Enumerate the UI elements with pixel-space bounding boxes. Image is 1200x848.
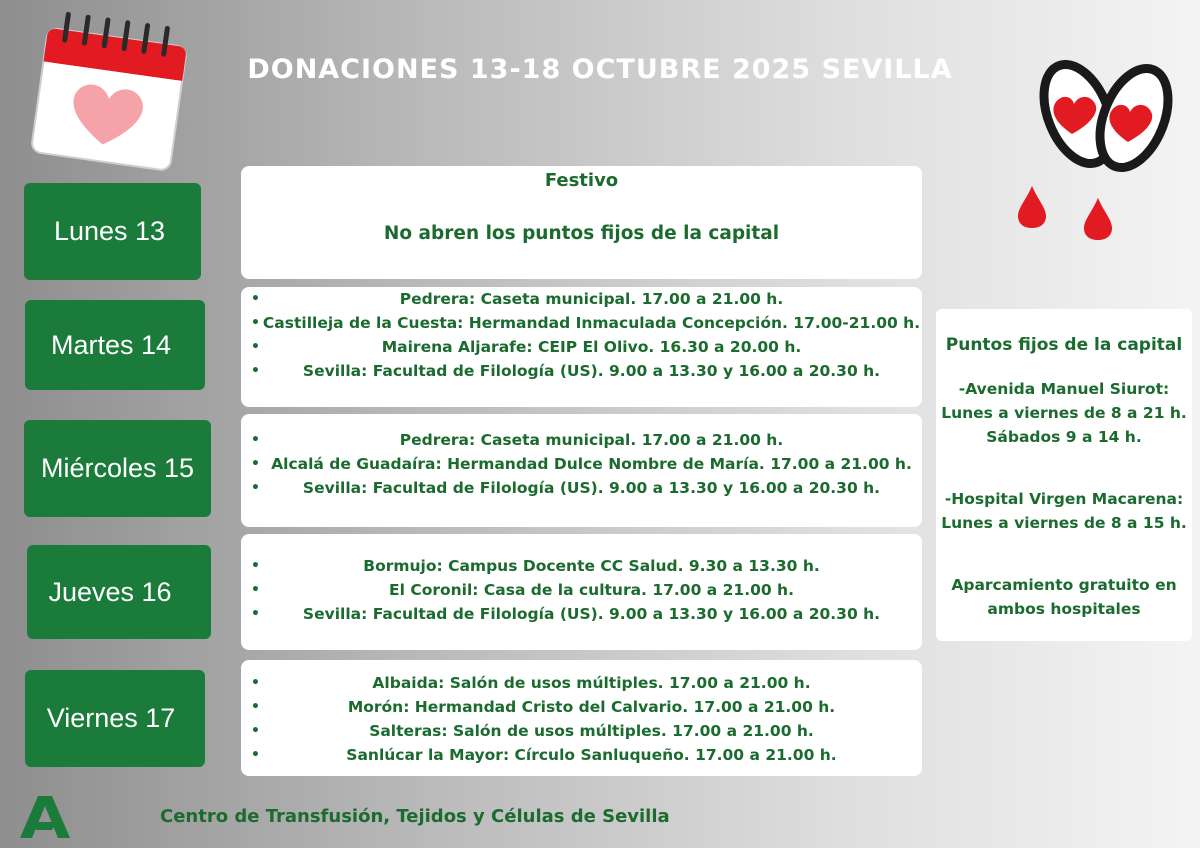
list-item: • Pedrera: Caseta municipal. 17.00 a 21.00 h.	[241, 428, 922, 452]
bullet-icon: •	[251, 455, 260, 472]
bullet-icon: •	[251, 479, 260, 496]
friday-list	[241, 671, 922, 767]
macarena-info: -Hospital Virgen Macarena: Lunes a viernes de 8 a 15 h.	[941, 490, 1187, 532]
fixed-points-heading: Puntos fijos de la capital	[945, 335, 1183, 355]
list-item: • Sevilla: Facultad de Filología (US). 9.00 a 13.30 y 16.00 a 20.30 h.	[241, 359, 922, 383]
list-item: • Salteras: Salón de usos múltiples. 17.00 a 21.00 h.	[241, 719, 922, 743]
bullet-icon: •	[251, 582, 260, 598]
day-label-monday: Lunes 13	[24, 183, 201, 280]
day-label-friday: Viernes 17	[25, 670, 205, 767]
bullet-icon: •	[251, 747, 260, 763]
list-item: • Sanlúcar la Mayor: Círculo Sanluqueño. 17.00 a 21.00 h.	[241, 743, 922, 767]
tuesday-list	[241, 287, 922, 383]
junta-andalucia-logo	[18, 792, 72, 840]
parking-info: Aparcamiento gratuito en ambos hospitales	[951, 576, 1177, 618]
wednesday-card	[241, 414, 922, 527]
day-label-thursday: Jueves 16	[27, 545, 211, 639]
holiday-heading: Festivo	[544, 170, 619, 191]
list-item: • Castilleja de la Cuesta: Hermandad Inmaculada Concepción. 17.00-21.00 h.	[241, 311, 922, 335]
bullet-icon: •	[251, 699, 260, 715]
monday-card	[241, 166, 922, 279]
list-item: • Albaida: Salón de usos múltiples. 17.00 a 21.00 h.	[241, 671, 922, 695]
footer-center-name: Centro de Transfusión, Tejidos y Células de Sevilla	[160, 806, 670, 827]
bullet-icon: •	[251, 723, 260, 739]
tuesday-card	[241, 287, 922, 407]
bullet-icon: •	[251, 431, 260, 448]
day-label-wednesday: Miércoles 15	[24, 420, 211, 517]
list-item: • Alcalá de Guadaíra: Hermandad Dulce Nombre de María. 17.00 a 21.00 h.	[241, 452, 922, 476]
wednesday-list	[241, 428, 922, 500]
list-item: • Morón: Hermandad Cristo del Calvario. 17.00 a 21.00 h.	[241, 695, 922, 719]
thursday-list	[241, 554, 922, 626]
fixed-points-panel	[936, 309, 1192, 641]
siurot-info: -Avenida Manuel Siurot: Lunes a viernes de 8 a 21 h. Sábados 9 a 14 h.	[941, 380, 1187, 446]
bullet-icon: •	[251, 339, 260, 355]
thursday-card	[241, 534, 922, 650]
list-item: • Sevilla: Facultad de Filología (US). 9.00 a 13.30 y 16.00 a 20.30 h.	[241, 476, 922, 500]
heart-eyes-icon	[1010, 60, 1180, 245]
friday-card	[241, 660, 922, 776]
list-item: • Pedrera: Caseta municipal. 17.00 a 21.00 h.	[241, 287, 922, 311]
holiday-notice: No abren los puntos fijos de la capital	[383, 223, 780, 244]
list-item: • Sevilla: Facultad de Filología (US). 9.00 a 13.30 y 16.00 a 20.30 h.	[241, 602, 922, 626]
bullet-icon: •	[251, 315, 260, 331]
list-item: • Bormujo: Campus Docente CC Salud. 9.30 a 13.30 h.	[241, 554, 922, 578]
list-item: • Mairena Aljarafe: CEIP El Olivo. 16.30 a 20.00 h.	[241, 335, 922, 359]
bullet-icon: •	[251, 675, 260, 691]
bullet-icon: •	[251, 363, 260, 379]
calendar-heart-icon	[18, 6, 188, 171]
page-title: DONACIONES 13-18 OCTUBRE 2025 SEVILLA	[247, 54, 953, 85]
bullet-icon: •	[251, 291, 260, 307]
day-label-tuesday: Martes 14	[25, 300, 205, 390]
bullet-icon: •	[251, 606, 260, 622]
bullet-icon: •	[251, 558, 260, 574]
list-item: • El Coronil: Casa de la cultura. 17.00 a 21.00 h.	[241, 578, 922, 602]
